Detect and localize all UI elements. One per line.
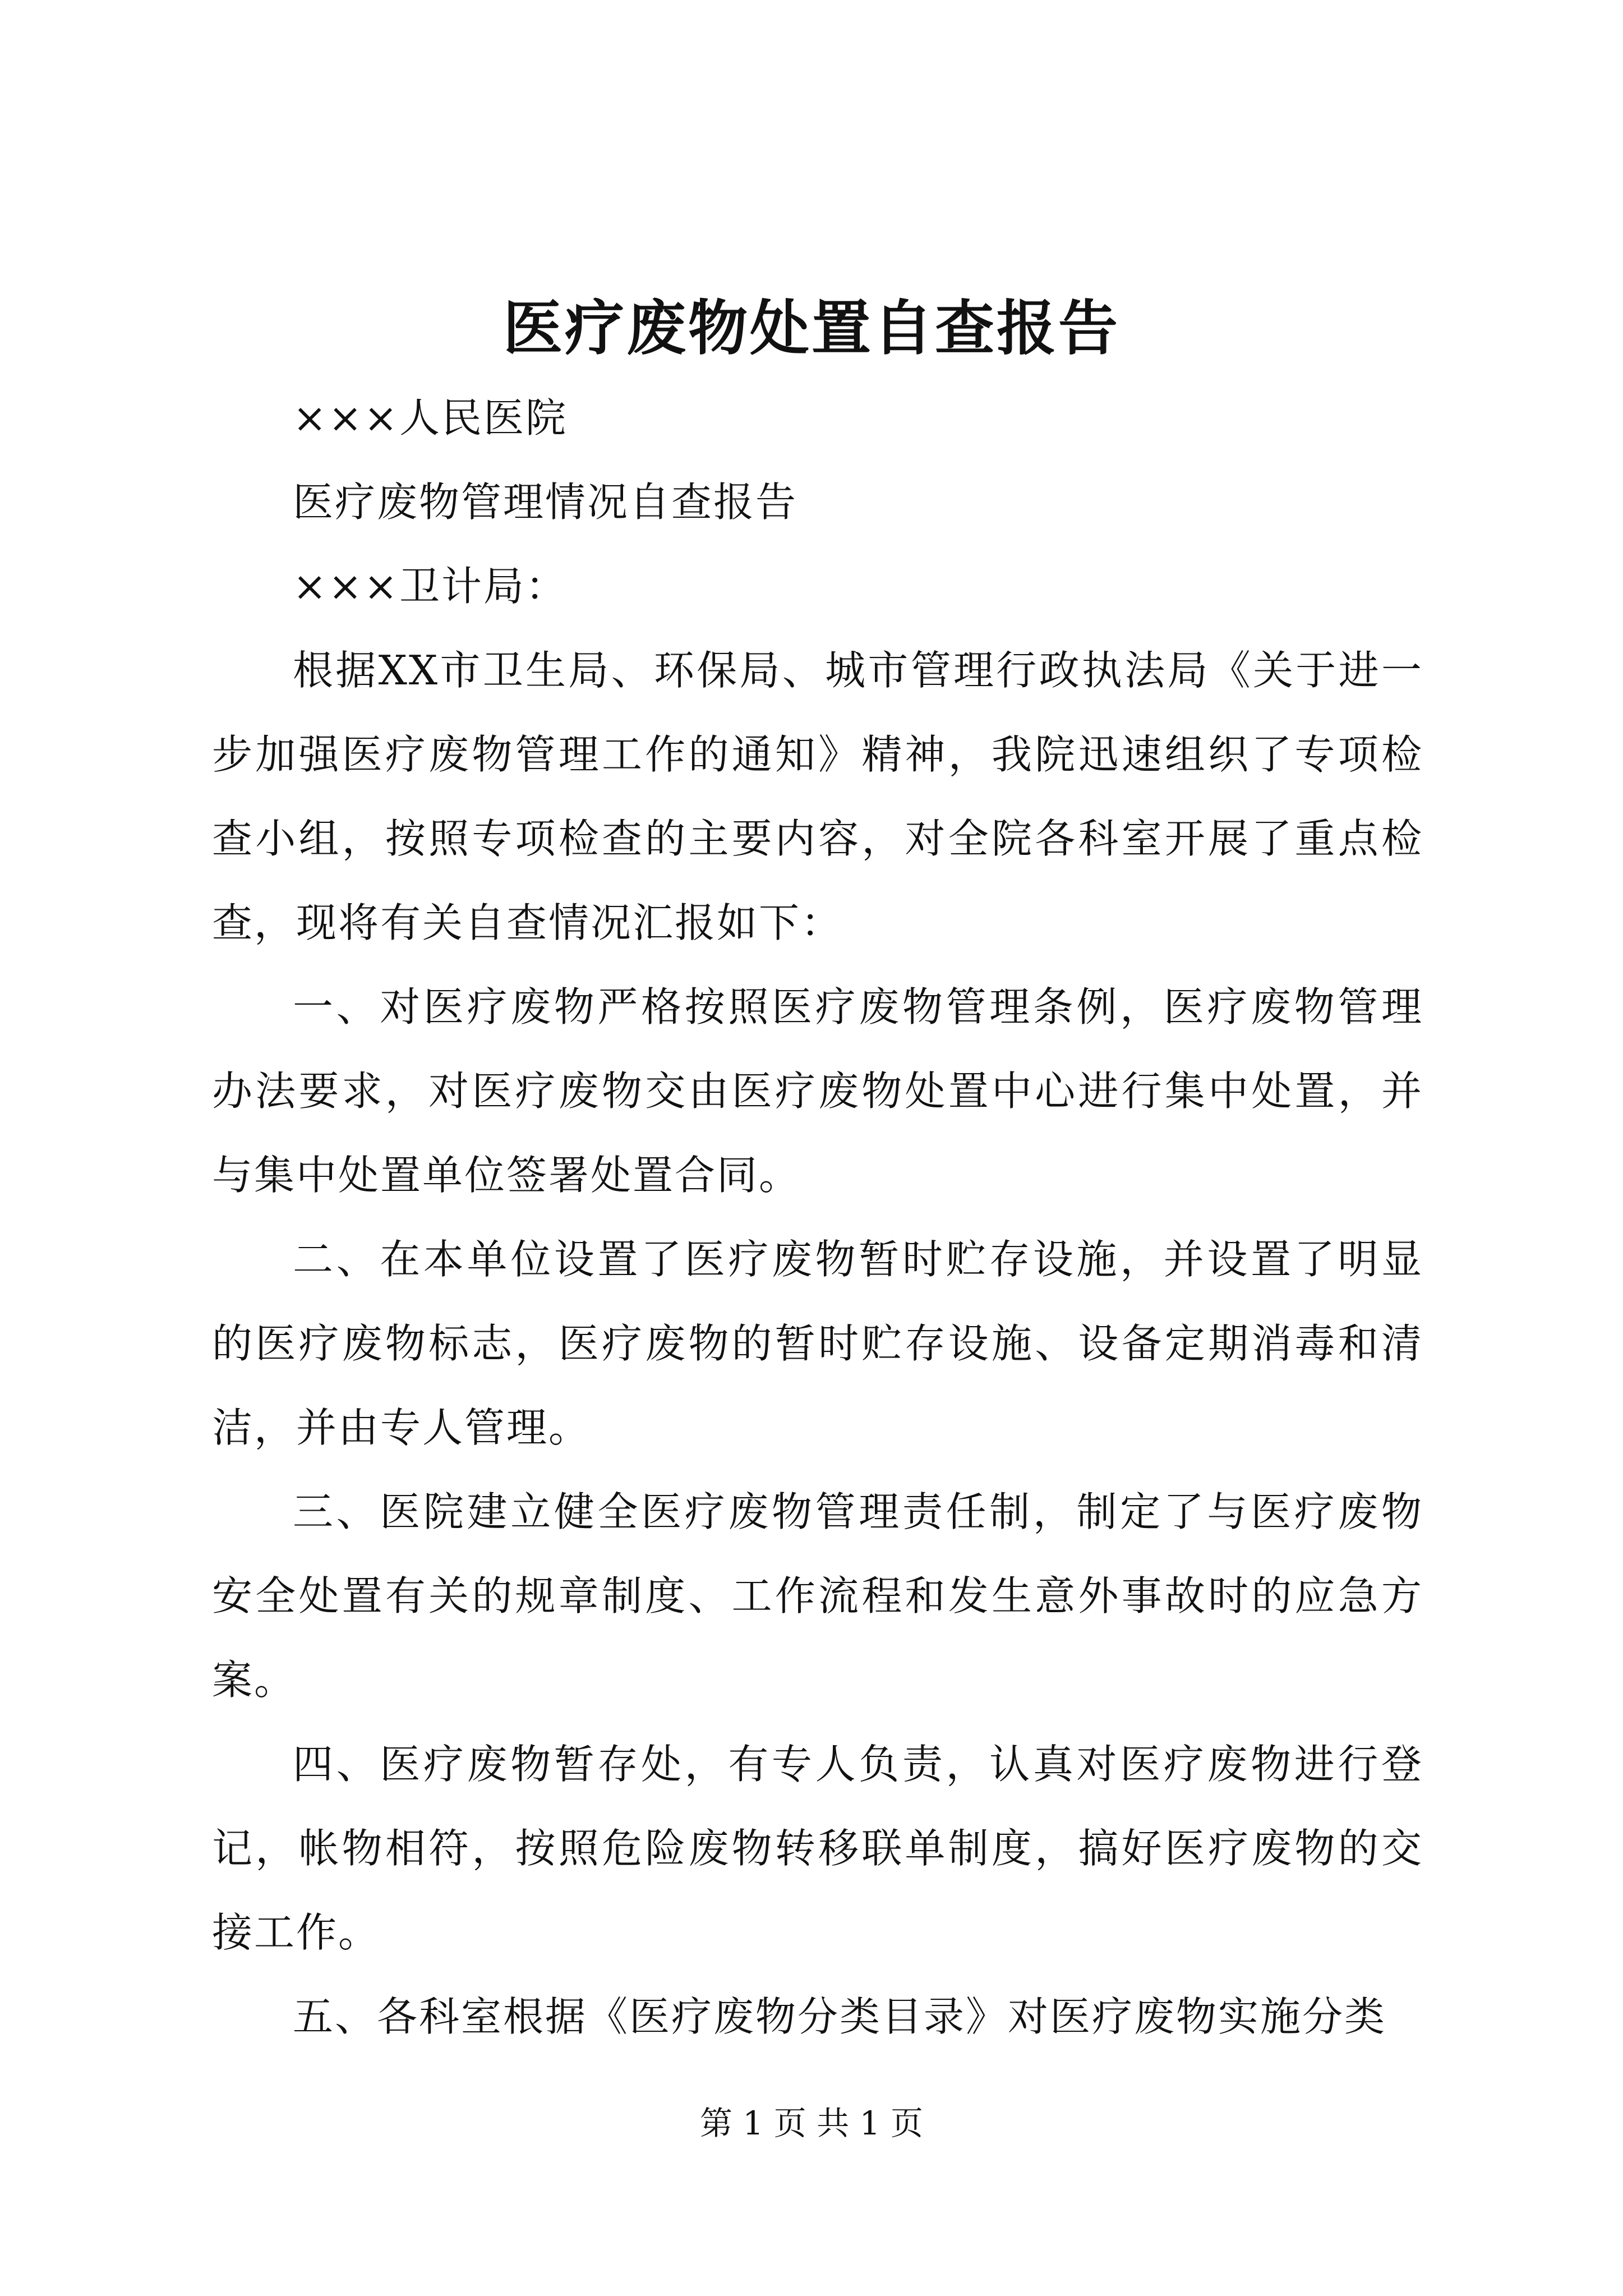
intro-paragraph: 根据XX市卫生局、环保局、城市管理行政执法局《关于进一步加强医疗废物管理工作的通知》精神，我院迅速组织了专项检查小组，按照专项检查的主要内容，对全院各科室开展了重点检查，现将有关自查情况汇报如下： xyxy=(212,647,1423,946)
page-footer xyxy=(0,2101,1623,2146)
item-two-paragraph: 二、在本单位设置了医疗废物暂时贮存设施，并设置了明显的医疗废物标志，医疗废物的暂时贮存设施、设备定期消毒和清洁，并由专人管理。 xyxy=(212,1236,1423,1451)
document-body xyxy=(212,376,1423,2059)
item-three-paragraph: 三、医院建立健全医疗废物管理责任制，制定了与医疗废物安全处置有关的规章制度、工作流程和发生意外事故时的应急方案。 xyxy=(212,1488,1423,1704)
item-one-paragraph: 一、对医疗废物严格按照医疗废物管理条例，医疗废物管理办法要求，对医疗废物交由医疗废物处置中心进行集中处置，并与集中处置单位签署处置合同。 xyxy=(212,983,1423,1199)
item-four-paragraph: 四、医疗废物暂存处，有专人负责，认真对医疗废物进行登记，帐物相符，按照危险废物转移联单制度，搞好医疗废物的交接工作。 xyxy=(212,1741,1423,1956)
hospital-name: ×××人民医院 xyxy=(293,394,568,441)
document-title: 医疗废物处置自查报告 xyxy=(503,293,1120,363)
page-number-label: 第 1 页 共 1 页 xyxy=(700,2104,923,2142)
item-five-paragraph: 五、各科室根据《医疗废物分类目录》对医疗废物实施分类 xyxy=(293,1993,1387,2040)
addressee: ×××卫计局： xyxy=(293,563,568,610)
report-subtitle: 医疗废物管理情况自查报告 xyxy=(293,478,798,526)
